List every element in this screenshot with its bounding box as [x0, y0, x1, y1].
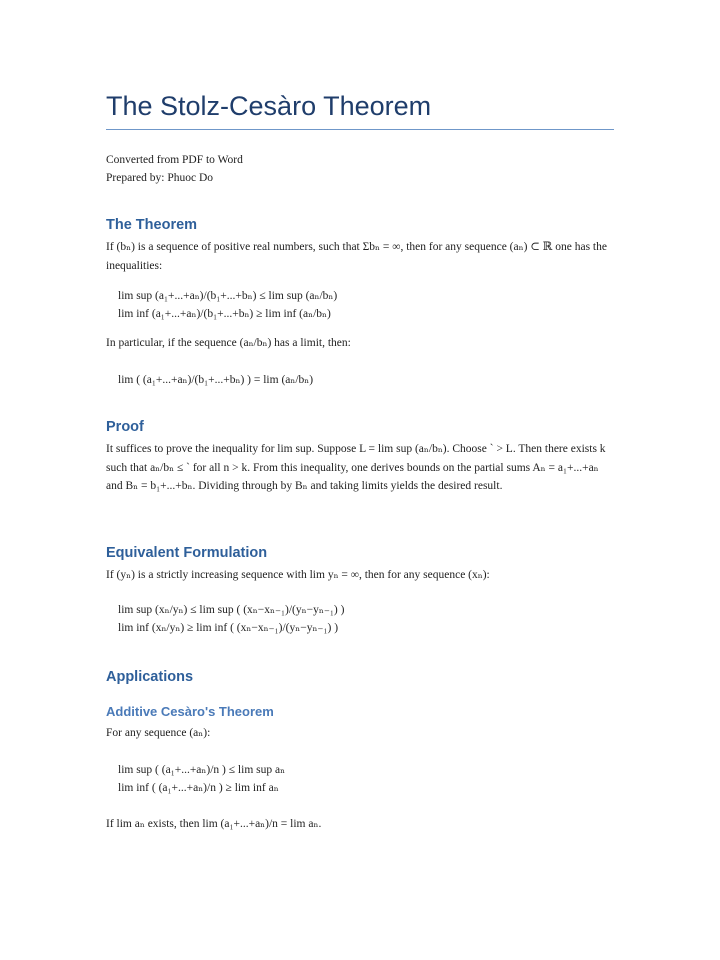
- theorem-particular: In particular, if the sequence (aₙ/bₙ) has a limit, then:: [106, 337, 351, 349]
- document-title: The Stolz-Cesàro Theorem: [106, 91, 432, 121]
- applications-eq-liminf: lim inf ( (a₁+...+aₙ)/n ) ≥ lim inf aₙ: [118, 782, 279, 794]
- meta-line-author: Prepared by: Phuoc Do: [106, 172, 213, 184]
- subheading-additive-cesaro: Additive Cesàro's Theorem: [106, 704, 274, 719]
- theorem-eq-limit: lim ( (a₁+...+aₙ)/(b₁+...+bₙ) ) = lim (aₙ/bₙ): [118, 374, 314, 386]
- theorem-eq-limsup: lim sup (a₁+...+aₙ)/(b₁+...+bₙ) ≤ lim sup (aₙ/bₙ): [118, 290, 338, 302]
- heading-equivalent-formulation: Equivalent Formulation: [106, 545, 268, 561]
- applications-conclusion: If lim aₙ exists, then lim (a₁+...+aₙ)/n = lim aₙ.: [106, 818, 322, 830]
- heading-applications: Applications: [106, 669, 194, 685]
- title-underline: [106, 129, 614, 130]
- applications-intro: For any sequence (aₙ):: [106, 727, 211, 739]
- document-meta: [106, 151, 243, 187]
- equivalent-inequalities: [118, 601, 344, 637]
- theorem-eq-liminf: lim inf (a₁+...+aₙ)/(b₁+...+bₙ) ≥ lim inf (aₙ/bₙ): [118, 308, 331, 320]
- equivalent-intro: If (yₙ) is a strictly increasing sequence with lim yₙ = ∞, then for any sequence (xₙ):: [106, 569, 490, 581]
- applications-eq-limsup: lim sup ( (a₁+...+aₙ)/n ) ≤ lim sup aₙ: [118, 764, 286, 776]
- theorem-inequalities: [118, 287, 337, 323]
- meta-line-converted: Converted from PDF to Word: [106, 154, 243, 166]
- heading-proof: Proof: [106, 419, 144, 435]
- proof-text: It suffices to prove the inequality for lim sup. Suppose L = lim sup (aₙ/bₙ). Choose ` > L. Then there exists k such that aₙ/bₙ ≤ ` for all n > k. From this inequality, one derives bounds on the partial sums Aₙ = a₁+...+aₙ and Bₙ = b₁+...+bₙ. Dividing through by Bₙ and taking limits yields the desired result.: [106, 443, 606, 492]
- equivalent-eq-limsup: lim sup (xₙ/yₙ) ≤ lim sup ( (xₙ−xₙ₋₁)/(yₙ−yₙ₋₁) ): [118, 604, 345, 616]
- theorem-intro: If (bₙ) is a sequence of positive real numbers, such that Σbₙ = ∞, then for any sequence (aₙ) ⊂ ℝ one has the inequalities:: [106, 241, 607, 272]
- applications-inequalities: [118, 761, 285, 797]
- theorem-limit-equation: [118, 371, 313, 389]
- heading-theorem: The Theorem: [106, 217, 198, 233]
- equivalent-eq-liminf: lim inf (xₙ/yₙ) ≥ lim inf ( (xₙ−xₙ₋₁)/(yₙ−yₙ₋₁) ): [118, 622, 339, 634]
